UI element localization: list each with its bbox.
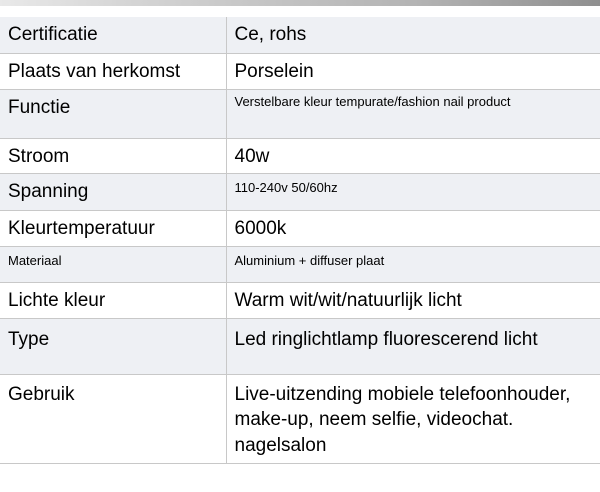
image-top-edge — [0, 0, 600, 6]
spec-label-spanning: Spanning — [0, 173, 226, 210]
spec-value-plaats-van-herkomst: Porselein — [226, 53, 600, 89]
spec-value-kleurtemperatuur: 6000k — [226, 210, 600, 246]
spec-label-stroom: Stroom — [0, 138, 226, 173]
table-row — [0, 282, 600, 318]
table-row — [0, 89, 600, 138]
spec-value-stroom: 40w — [226, 138, 600, 173]
spec-value-materiaal: Aluminium + diffuser plaat — [226, 246, 600, 282]
spec-value-functie: Verstelbare kleur tempurate/fashion nail product — [226, 89, 600, 138]
spec-label-certificatie: Certificatie — [0, 17, 226, 53]
table-row — [0, 138, 600, 173]
spec-label-gebruik: Gebruik — [0, 374, 226, 463]
spec-value-spanning: 110-240v 50/60hz — [226, 173, 600, 210]
table-row — [0, 53, 600, 89]
spec-label-type: Type — [0, 318, 226, 374]
spec-label-plaats-van-herkomst: Plaats van herkomst — [0, 53, 226, 89]
table-row — [0, 173, 600, 210]
table-row — [0, 246, 600, 282]
table-row — [0, 374, 600, 463]
spec-value-type: Led ringlichtlamp fluorescerend licht — [226, 318, 600, 374]
table-row — [0, 210, 600, 246]
spec-value-lichte-kleur: Warm wit/wit/natuurlijk licht — [226, 282, 600, 318]
spec-label-materiaal: Materiaal — [0, 246, 226, 282]
spec-label-kleurtemperatuur: Kleurtemperatuur — [0, 210, 226, 246]
spec-value-certificatie: Ce, rohs — [226, 17, 600, 53]
specification-table — [0, 17, 600, 464]
spec-label-lichte-kleur: Lichte kleur — [0, 282, 226, 318]
table-row — [0, 318, 600, 374]
spec-value-gebruik: Live-uitzending mobiele telefoonhouder, make-up, neem selfie, videochat. nagelsalon — [226, 374, 600, 463]
spec-label-functie: Functie — [0, 89, 226, 138]
table-row — [0, 17, 600, 53]
